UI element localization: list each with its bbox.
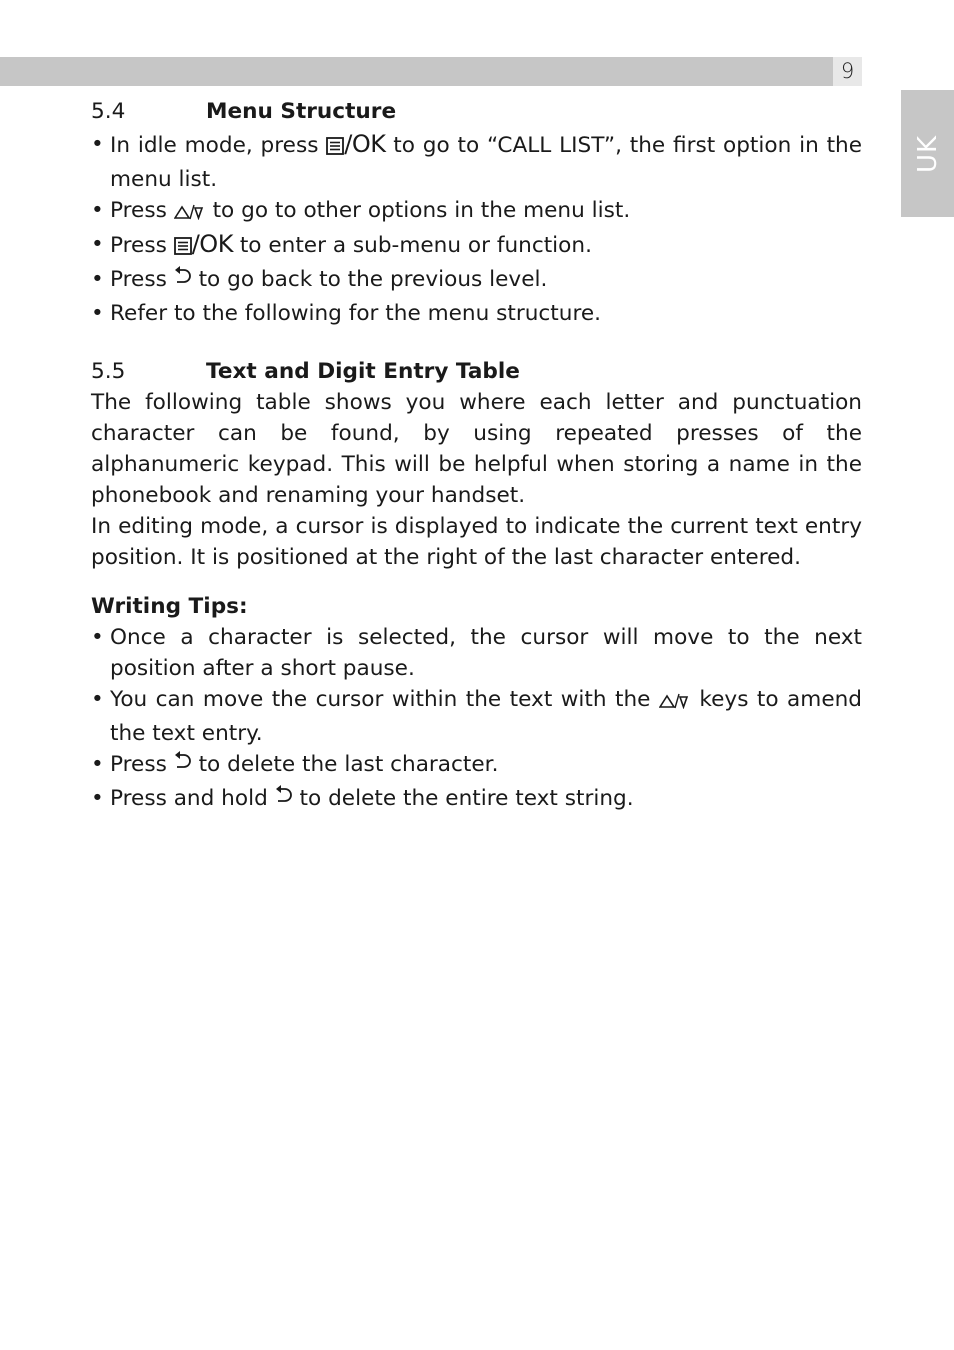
list-item <box>91 783 862 817</box>
section-number: 5.4 <box>91 99 126 124</box>
menu-structure-list <box>91 129 862 329</box>
section-title: Menu Structure <box>206 99 397 124</box>
list-item <box>91 298 862 329</box>
up-down-arrow-icon <box>174 198 206 229</box>
paragraph: In editing mode, a cursor is displayed to indicate the current text entry position. It is positioned at the right of the last character entered. <box>91 514 862 570</box>
list-item <box>91 684 862 749</box>
text: Press and hold <box>110 786 268 811</box>
menu-icon <box>174 233 192 264</box>
section-number: 5.5 <box>91 359 126 384</box>
header-bar <box>0 57 833 86</box>
text: You can move the cursor within the text with the <box>110 687 651 712</box>
text: Press <box>110 752 167 777</box>
page-content <box>91 96 862 817</box>
text: to go to other options in the menu list. <box>212 198 631 223</box>
text: Refer to the following for the menu structure. <box>110 301 602 326</box>
back-arrow-icon <box>275 784 293 817</box>
page-number: 9 <box>833 57 862 86</box>
writing-tips-heading: Writing Tips: <box>91 594 248 619</box>
section-title: Text and Digit Entry Table <box>206 359 520 384</box>
list-item <box>91 229 862 264</box>
up-down-arrow-icon <box>659 687 691 718</box>
list-item <box>91 749 862 783</box>
text: Once a character is selected, the cursor will move to the next position after a short pause. <box>110 625 862 681</box>
back-arrow-icon <box>174 750 192 783</box>
section-5-5-heading <box>91 356 862 387</box>
paragraph: The following table shows you where each letter and punctuation character can be found, by using repeated presses of the alphanumeric keypad. This will be helpful when storing a name in the phonebook and renaming your handset. <box>91 390 862 508</box>
writing-tips-list <box>91 622 862 817</box>
language-tab-label: UK <box>912 134 943 173</box>
text: Press <box>110 233 167 258</box>
text: to delete the last character. <box>198 752 499 777</box>
text: to go back to the previous level. <box>198 267 548 292</box>
language-tab <box>901 90 954 217</box>
ok-key-label: /OK <box>344 130 386 158</box>
list-item <box>91 195 862 229</box>
text: to go to “CALL LIST”, the first option in the menu list. <box>110 133 863 192</box>
list-item <box>91 622 862 684</box>
back-arrow-icon <box>174 265 192 298</box>
list-item <box>91 129 862 195</box>
text: Press <box>110 267 167 292</box>
text: Press <box>110 198 167 223</box>
text: to enter a sub-menu or function. <box>239 233 592 258</box>
text: keys to amend the text entry. <box>110 687 862 746</box>
menu-icon <box>326 133 344 164</box>
text: In idle mode, press <box>110 133 319 158</box>
list-item <box>91 264 862 298</box>
ok-key-label: /OK <box>191 230 233 258</box>
section-5-4-heading <box>91 96 862 127</box>
text: to delete the entire text string. <box>299 786 634 811</box>
